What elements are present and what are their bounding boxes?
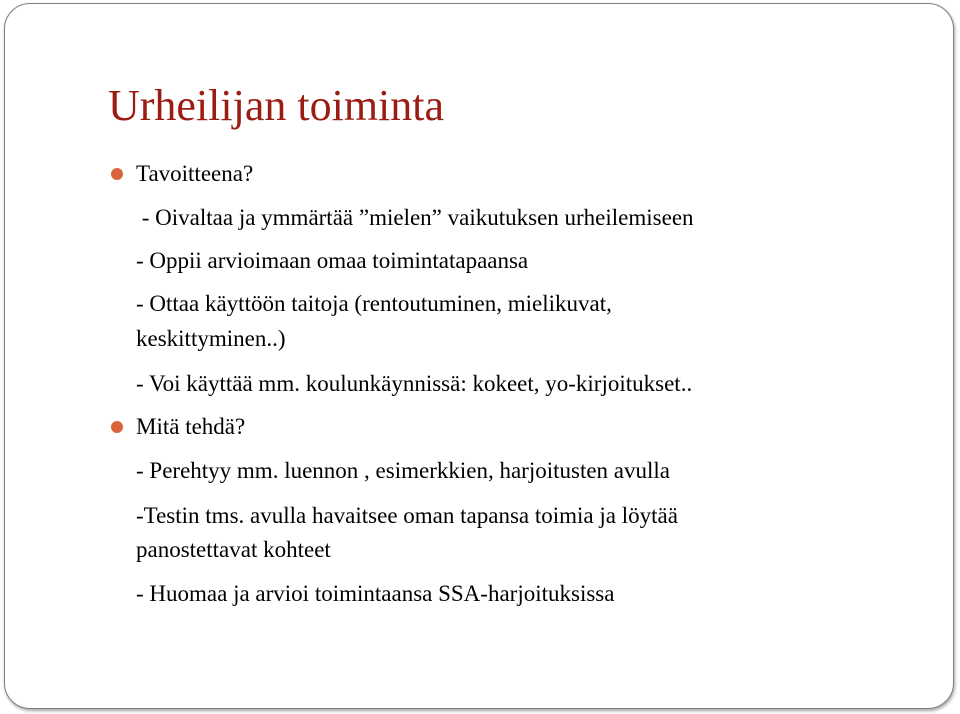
slide-title: Urheilijan toiminta — [108, 81, 445, 130]
list-item: - Voi käyttää mm. koulunkäynnissä: kokeet, yo-kirjoitukset.. — [136, 371, 693, 396]
list-item: -Testin tms. avulla havaitsee oman tapansa toimia ja löytää — [136, 503, 678, 528]
bullet-text-goals: Tavoitteena? — [136, 161, 254, 186]
list-item: keskittyminen..) — [136, 326, 286, 351]
list-item: - Oppii arvioimaan omaa toimintatapaansa — [136, 248, 529, 273]
bullet-icon — [111, 168, 123, 180]
list-item: - Perehtyy mm. luennon , esimerkkien, harjoitusten avulla — [136, 458, 670, 483]
list-item: - Huomaa ja arvioi toimintaansa SSA-harjoituksissa — [136, 581, 615, 606]
list-item: panostettavat kohteet — [136, 537, 331, 562]
bullet-icon — [111, 421, 123, 433]
bullet-text-what-to-do: Mitä tehdä? — [136, 414, 246, 439]
list-item: - Ottaa käyttöön taitoja (rentoutuminen, mielikuvat, — [136, 291, 612, 316]
list-item: - Oivaltaa ja ymmärtää ”mielen” vaikutuksen urheilemiseen — [136, 205, 694, 230]
slide-frame — [4, 3, 954, 709]
